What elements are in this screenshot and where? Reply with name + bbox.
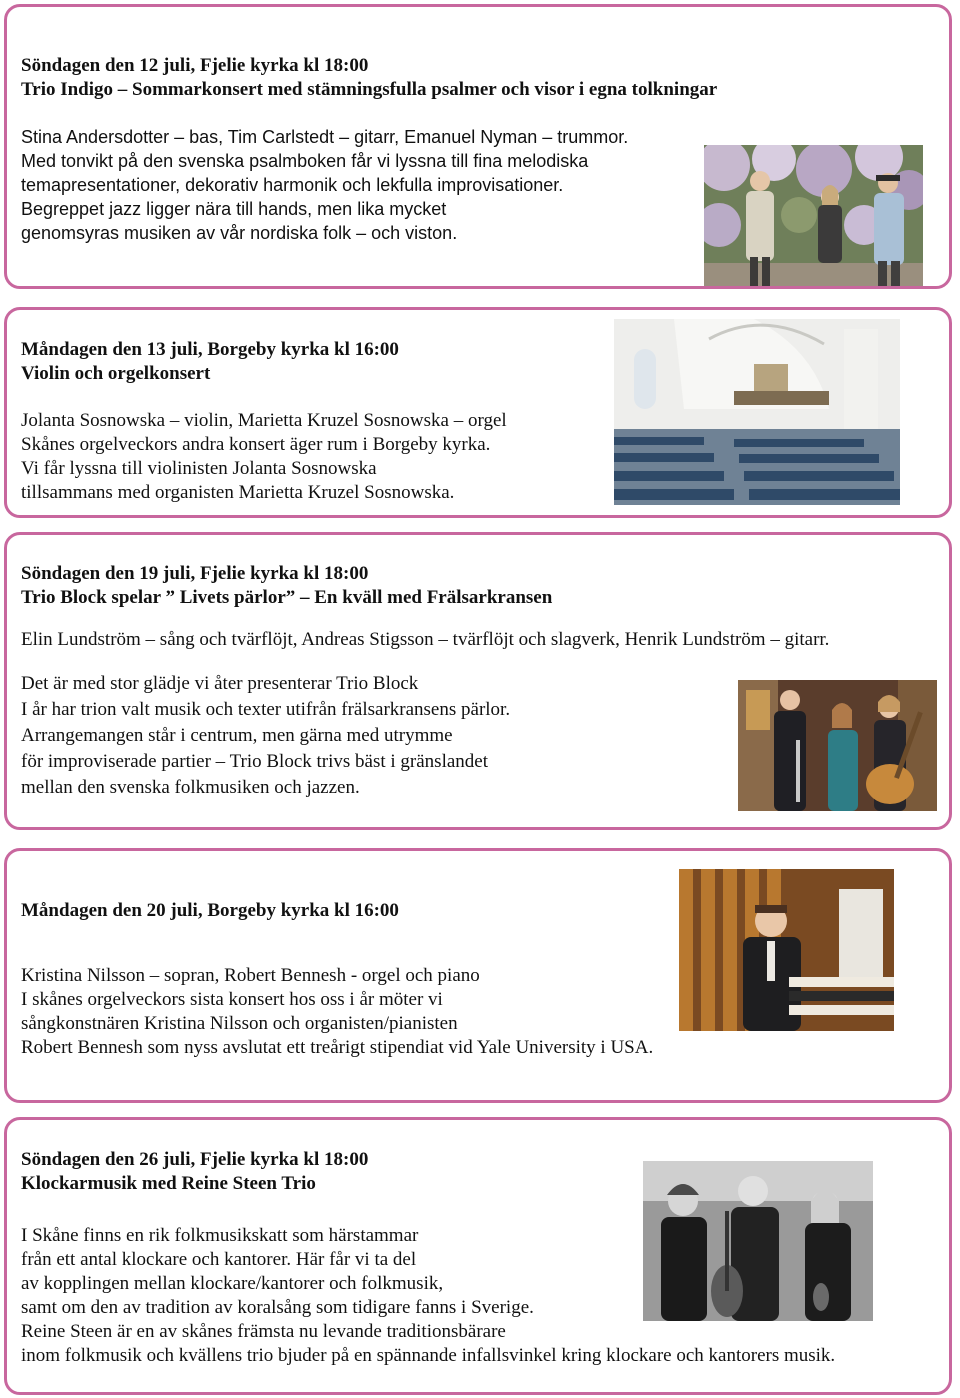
event-body-line: Arrangemangen står i centrum, men gärna med utrymme [21, 725, 453, 746]
event-heading: Söndagen den 19 juli, Fjelie kyrka kl 18:00 [21, 563, 369, 584]
event-title: Violin och orgelkonsert [21, 363, 211, 384]
event-title: Klockarmusik med Reine Steen Trio [21, 1173, 316, 1194]
borgeby-church-interior-photo [614, 319, 900, 505]
event-body-line: samt om den av tradition av koralsång som tidigare fanns i Sverige. [21, 1297, 534, 1318]
event-body-line: Robert Bennesh som nyss avslutat ett treårigt stipendiat vid Yale University i USA. [21, 1037, 654, 1058]
event-card-trio-indigo [4, 4, 952, 289]
event-card-trio-block [4, 532, 952, 830]
event-heading: Måndagen den 20 juli, Borgeby kyrka kl 16:00 [21, 900, 399, 921]
event-body-line: temapresentationer, dekorativ harmonik och lekfulla improvisationer. [21, 175, 564, 195]
organist-photo [679, 869, 894, 1031]
event-body-line: inom folkmusik och kvällens trio bjuder på en spännande infallsvinkel kring klockare och kantorers musik. [21, 1345, 836, 1366]
event-performers: Stina Andersdotter – bas, Tim Carlstedt – gitarr, Emanuel Nyman – trummor. [21, 127, 629, 147]
event-body-line: mellan den svenska folkmusiken och jazzen. [21, 777, 360, 798]
event-performers: Jolanta Sosnowska – violin, Marietta Kruzel Sosnowska – orgel [21, 410, 507, 431]
event-body-line: Reine Steen är en av skånes främsta nu levande traditionsbärare [21, 1321, 506, 1342]
event-heading: Måndagen den 13 juli, Borgeby kyrka kl 16:00 [21, 339, 399, 360]
event-body-line: av kopplingen mellan klockare/kantorer och folkmusik, [21, 1273, 444, 1294]
event-body-line: genomsyras musiken av vår nordiska folk – och viston. [21, 223, 458, 243]
event-body-line: I skånes orgelveckors sista konsert hos oss i år möter vi [21, 989, 443, 1010]
trio-block-photo [738, 680, 937, 811]
event-heading: Söndagen den 12 juli, Fjelie kyrka kl 18:00 [21, 55, 369, 76]
event-performers: Kristina Nilsson – sopran, Robert Bennesh - orgel och piano [21, 965, 480, 986]
event-card-violin-orgel [4, 307, 952, 518]
trio-indigo-photo [704, 145, 923, 286]
event-body-line: för improviserade partier – Trio Block trivs bäst i gränslandet [21, 751, 488, 772]
event-title: Trio Indigo – Sommarkonsert med stämningsfulla psalmer och visor i egna tolkningar [21, 79, 718, 100]
event-body-line: Skånes orgelveckors andra konsert äger rum i Borgeby kyrka. [21, 434, 491, 455]
reine-steen-trio-photo [643, 1161, 873, 1321]
event-body-line: tillsammans med organisten Marietta Kruzel Sosnowska. [21, 482, 455, 503]
event-body-line: från ett antal klockare och kantorer. Här får vi ta del [21, 1249, 417, 1270]
event-body-line: sångkonstnären Kristina Nilsson och organisten/pianisten [21, 1013, 458, 1034]
event-body-line: I år har trion valt musik och texter utifrån frälsarkransens pärlor. [21, 699, 511, 720]
event-body-line: Begreppet jazz ligger nära till hands, men lika mycket [21, 199, 447, 219]
event-card-kristina-nilsson [4, 848, 952, 1103]
event-card-reine-steen [4, 1117, 952, 1395]
event-body-line: Det är med stor glädje vi åter presenterar Trio Block [21, 673, 419, 694]
event-performers: Elin Lundström – sång och tvärflöjt, Andreas Stigsson – tvärflöjt och slagverk, Henrik Lundström – gitarr. [21, 629, 830, 650]
event-title: Trio Block spelar ” Livets pärlor” – En kväll med Frälsarkransen [21, 587, 553, 608]
event-body-line: I Skåne finns en rik folkmusikskatt som härstammar [21, 1225, 419, 1246]
event-body-line: Vi får lyssna till violinisten Jolanta Sosnowska [21, 458, 377, 479]
event-body-line: Med tonvikt på den svenska psalmboken får vi lyssna till fina melodiska [21, 151, 589, 171]
event-heading: Söndagen den 26 juli, Fjelie kyrka kl 18:00 [21, 1149, 369, 1170]
